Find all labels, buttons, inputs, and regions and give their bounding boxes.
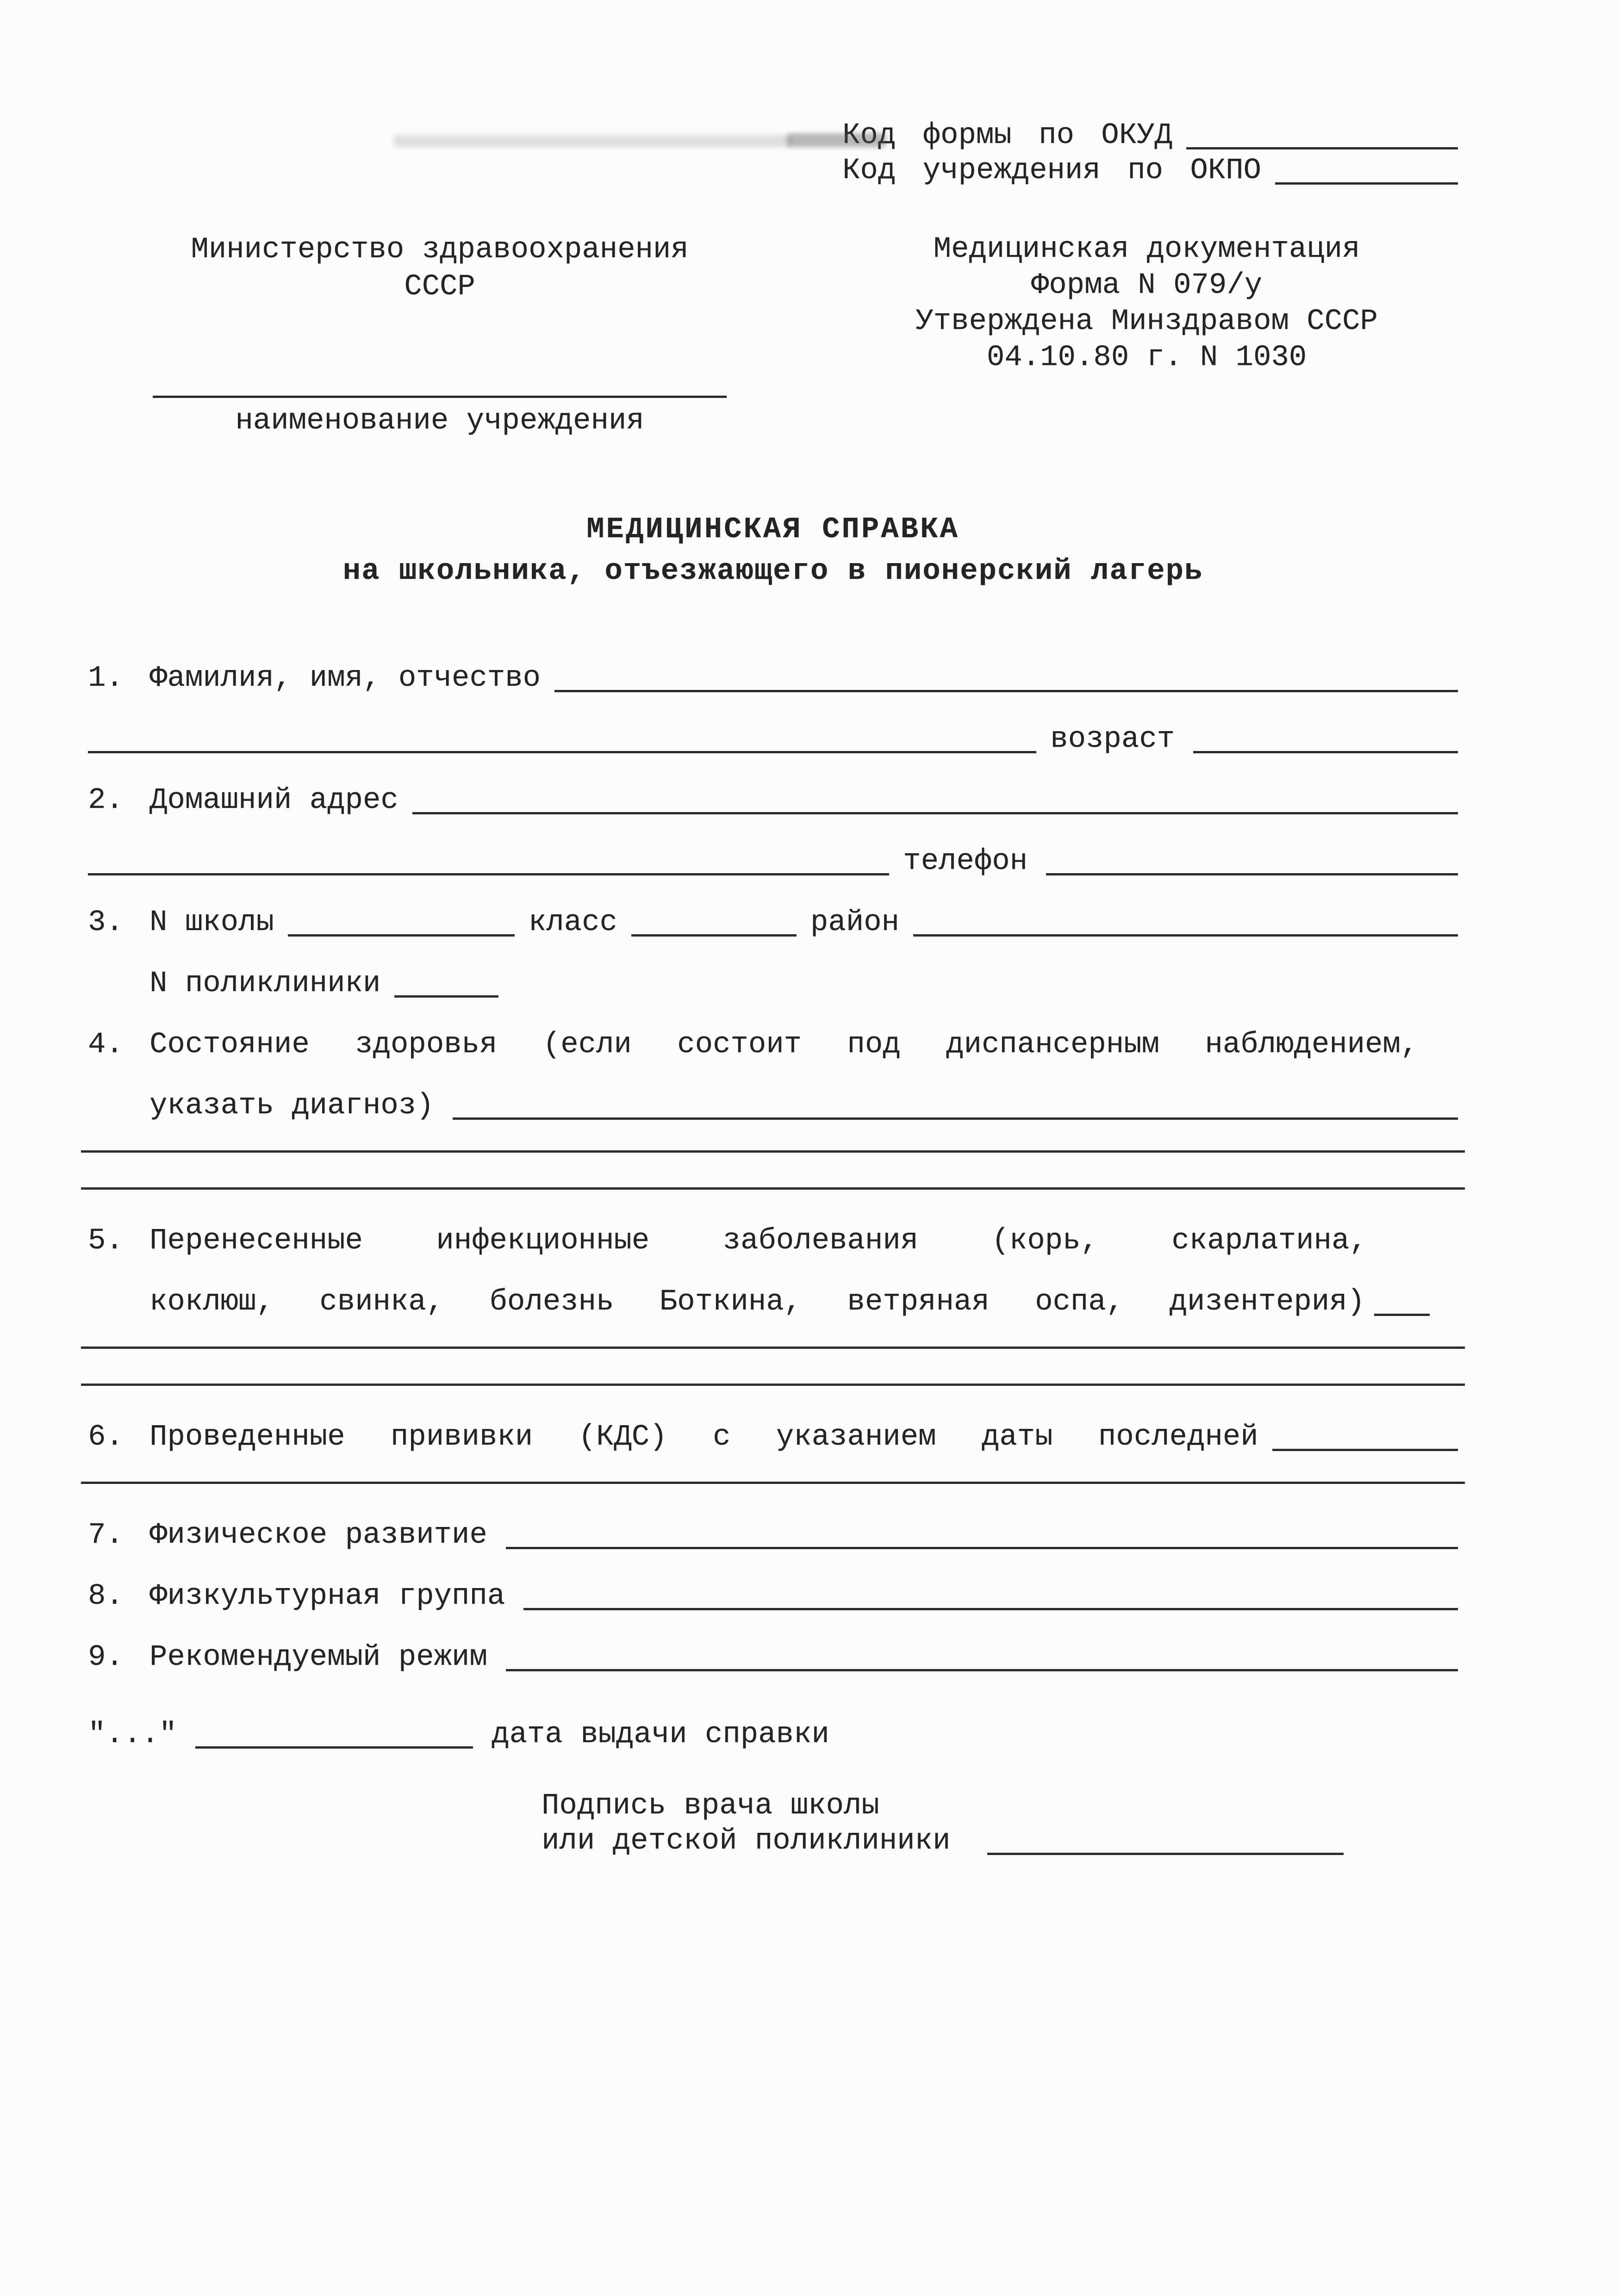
item-1-number: 1. [88,662,124,695]
issue-date-caption: дата выдачи справки [492,1718,829,1751]
item-4-number: 4. [88,1028,124,1061]
item-1-age-row [88,723,1458,756]
item-2-address-row [88,784,1458,817]
item-4-text-1: Состояние здоровья (если состоит под диспансерным наблюдением, [149,1028,1419,1061]
diagnosis-extra-line-2 [81,1187,1465,1190]
development-value-line [506,1547,1458,1549]
title-subtitle: на школьника, отъезжающего в пионерский лагерь [342,555,1203,588]
signature-value-line [987,1853,1344,1855]
name-value-line-2 [88,751,1036,753]
item-3-clinic-row [88,967,1458,1000]
address-value-line [412,812,1458,814]
item-9-number: 9. [88,1641,124,1674]
item-6-label: Проведенные прививки (КДС) с указанием даты последней [149,1421,1258,1454]
form-codes-block [842,118,1458,188]
item-3-number: 3. [88,906,124,939]
item-6-vaccinations-row [88,1421,1458,1454]
item-6-number: 6. [88,1421,124,1454]
item-5-number: 5. [88,1224,124,1258]
doc-meta-line-4: 04.10.80 г. N 1030 [986,341,1307,374]
form-items [88,662,1458,1674]
okud-value-line [1186,147,1458,149]
okud-code-row [842,118,1458,153]
vaccinations-value-line [1272,1449,1458,1451]
doc-meta-line-3: Утверждена Минздравом СССР [915,305,1378,338]
item-9-regimen-row [88,1641,1458,1674]
item-1-name-row [88,662,1458,695]
okpo-label: Код учреждения по ОКПО [842,154,1261,187]
diagnosis-value-line [453,1117,1458,1120]
item-5-infections-row-2 [88,1285,1458,1319]
item-7-development-row [88,1519,1458,1552]
item-7-label: Физическое развитие [149,1519,487,1552]
class-label: класс [528,906,617,939]
regimen-value-line [506,1669,1458,1671]
title-main: МЕДИЦИНСКАЯ СПРАВКА [586,513,959,546]
clinic-label: N поликлиники [149,967,381,1000]
signature-caption-line-2: или детской поликлиники [542,1824,951,1858]
class-value-line [631,934,797,937]
item-9-label: Рекомендуемый режим [149,1641,487,1674]
item-2-label: Домашний адрес [149,784,399,817]
issue-date-row [88,1718,1458,1751]
phone-label: телефон [903,845,1027,878]
diagnosis-extra-line-1 [81,1150,1465,1153]
item-2-phone-row [88,845,1458,878]
item-2-number: 2. [88,784,124,817]
address-value-line-2 [88,873,889,875]
signature-caption-line-2-row [542,1824,1458,1859]
ministry-line-1: Министерство здравоохранения [191,233,689,267]
signature-caption-line-1: Подпись врача школы [542,1789,879,1823]
item-8-pe-group-row [88,1580,1458,1613]
age-value-line [1193,751,1458,753]
item-8-label: Физкультурная группа [149,1580,505,1613]
doc-meta-block [835,231,1458,376]
okpo-value-line [1275,182,1458,185]
document-title [88,509,1458,592]
okud-label: Код формы по ОКУД [842,119,1172,152]
day-quote: "..." [88,1718,177,1751]
item-4-text-2: указать диагноз) [149,1089,434,1123]
infections-extra-line-1 [81,1347,1465,1349]
header-columns [88,231,1458,440]
vaccinations-extra-line [81,1482,1465,1484]
age-label: возраст [1050,723,1175,756]
infections-extra-line-2 [81,1384,1465,1386]
doc-meta-line-1: Медицинская документация [933,233,1360,266]
district-value-line [913,934,1458,937]
scan-artifact [787,133,886,147]
item-3-school-row [88,906,1458,939]
issue-date-value-line [195,1746,473,1749]
institution-name-line [153,396,727,398]
item-7-number: 7. [88,1519,124,1552]
school-label: N школы [149,906,274,939]
doc-meta-line-2: Форма N 079/у [1031,269,1263,302]
issuer-block [153,231,727,440]
clinic-value-line [394,995,498,998]
phone-value-line [1046,873,1458,875]
district-label: район [810,906,899,939]
signature-block [542,1788,1458,1859]
scan-artifact [393,135,791,147]
ministry-line-2: СССР [404,270,475,304]
item-5-text-2: коклюш, свинка, болезнь Боткина, ветряная оспа, дизентерия) [149,1285,1365,1319]
item-4-health-row-2 [88,1089,1458,1123]
name-value-line [554,690,1458,692]
item-1-label: Фамилия, имя, отчество [149,662,541,695]
institution-caption: наименование учреждения [235,404,644,438]
item-4-health-row-1 [88,1028,1458,1061]
item-5-infections-row-1 [88,1224,1458,1258]
item-8-number: 8. [88,1580,124,1613]
item-5-text-1: Перенесенные инфекционные заболевания (корь, скарлатина, [149,1224,1367,1258]
infections-value-line [1374,1314,1430,1316]
pe-group-value-line [523,1608,1458,1610]
okpo-code-row [842,153,1458,188]
school-value-line [288,934,515,937]
